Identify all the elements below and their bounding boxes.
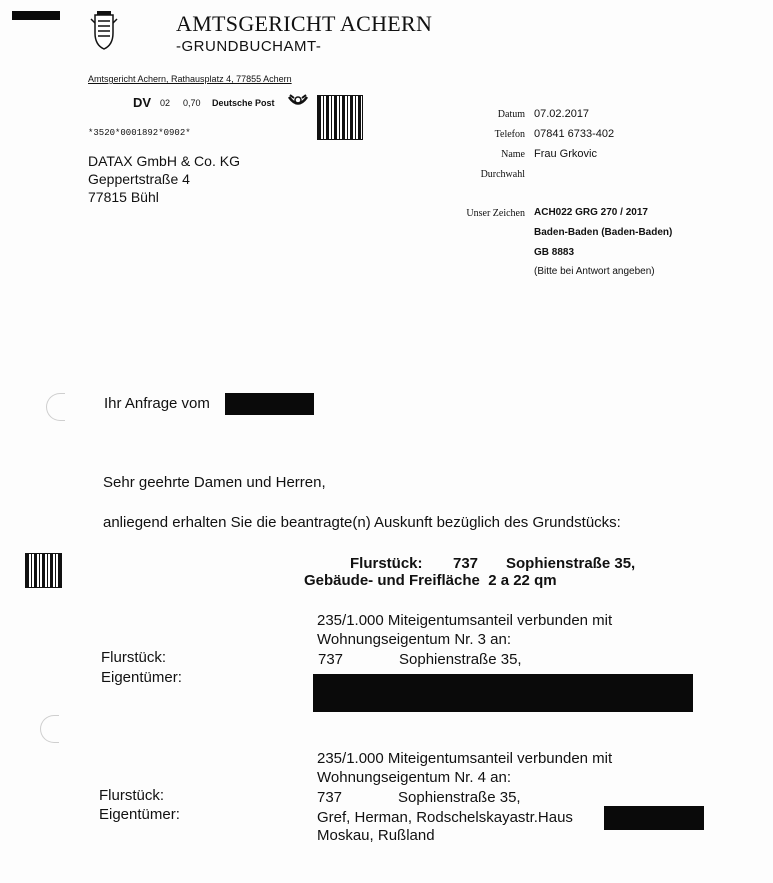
post-horn-icon: [287, 94, 309, 110]
postage-dv: DV: [133, 95, 152, 110]
postage-amount: 0,70: [183, 98, 201, 108]
durchwahl-label: Durchwahl: [480, 169, 525, 180]
datum-label: Datum: [497, 109, 525, 120]
postage-qr-code: [317, 95, 363, 140]
redacted-house-number: [604, 806, 704, 830]
entry-owner-label: Eigentümer:: [101, 669, 182, 686]
telefon-label: Telefon: [494, 129, 525, 140]
zeichen-label: Unser Zeichen: [466, 208, 525, 219]
entry-share-line2: Wohnungseigentum Nr. 3 an:: [317, 631, 512, 648]
parcel-number: 737: [453, 555, 479, 572]
zeichen-line1: ACH022 GRG 270 / 2017: [534, 207, 648, 218]
redacted-date: [225, 393, 314, 415]
parcel-area: Gebäude- und Freifläche 2 a 22 qm: [304, 572, 557, 589]
entry-address: Sophienstraße 35,: [398, 789, 521, 806]
intro-text: anliegend erhalten Sie die beantragte(n) Auskunft bezüglich des Grundstücks:: [103, 514, 621, 531]
parcel-address: Sophienstraße 35,: [506, 555, 636, 572]
entry-number: 737: [317, 789, 343, 806]
datum-value: 07.02.2017: [534, 108, 590, 120]
entry-address: Sophienstraße 35,: [399, 651, 522, 668]
name-value: Frau Grkovic: [534, 148, 597, 160]
zeichen-line2: Baden-Baden (Baden-Baden): [534, 227, 673, 238]
department-name: -GRUNDBUCHAMT-: [176, 38, 322, 55]
zeichen-note: (Bitte bei Antwort angeben): [534, 266, 655, 277]
punch-hole: [40, 715, 59, 743]
postage-carrier: Deutsche Post: [212, 98, 275, 108]
parcel-label: Flurstück:: [350, 555, 423, 572]
telefon-value: 07841 6733-402: [534, 128, 615, 140]
entry-owner-line2: Moskau, Rußland: [317, 827, 435, 844]
punch-hole: [46, 393, 65, 421]
recipient-street: Geppertstraße 4: [88, 171, 190, 187]
barcode-number: *3520*0001892*0902*: [88, 128, 191, 138]
entry-flurstueck-label: Flurstück:: [101, 649, 167, 666]
entry-share-line1: 235/1.000 Miteigentumsanteil verbunden mit: [317, 750, 613, 767]
inquiry-line: Ihr Anfrage vom: [104, 395, 210, 412]
entry-number: 737: [318, 651, 344, 668]
redacted-owner: [313, 674, 693, 712]
meta-labels: [440, 0, 525, 240]
zeichen-line3: GB 8883: [534, 247, 575, 258]
entry-share-line2: Wohnungseigentum Nr. 4 an:: [317, 769, 512, 786]
entry-owner-line1: Gref, Herman, Rodschelskayastr.Haus: [317, 809, 573, 826]
recipient-city: 77815 Bühl: [88, 189, 159, 205]
name-label: Name: [501, 149, 525, 160]
return-address: Amtsgericht Achern, Rathausplatz 4, 77855 Achern: [88, 74, 292, 84]
entry-flurstueck-label: Flurstück:: [99, 787, 165, 804]
entry-share-line1: 235/1.000 Miteigentumsanteil verbunden mit: [317, 612, 613, 629]
entry-owner-label: Eigentümer:: [99, 806, 180, 823]
datamatrix-code: [25, 553, 62, 588]
recipient-company: DATAX GmbH & Co. KG: [88, 153, 240, 169]
salutation: Sehr geehrte Damen und Herren,: [103, 474, 326, 491]
court-name: AMTSGERICHT ACHERN: [176, 11, 433, 36]
coat-of-arms-logo: [89, 11, 119, 51]
postage-code: 02: [160, 98, 171, 108]
redacted-marker: [12, 11, 60, 20]
